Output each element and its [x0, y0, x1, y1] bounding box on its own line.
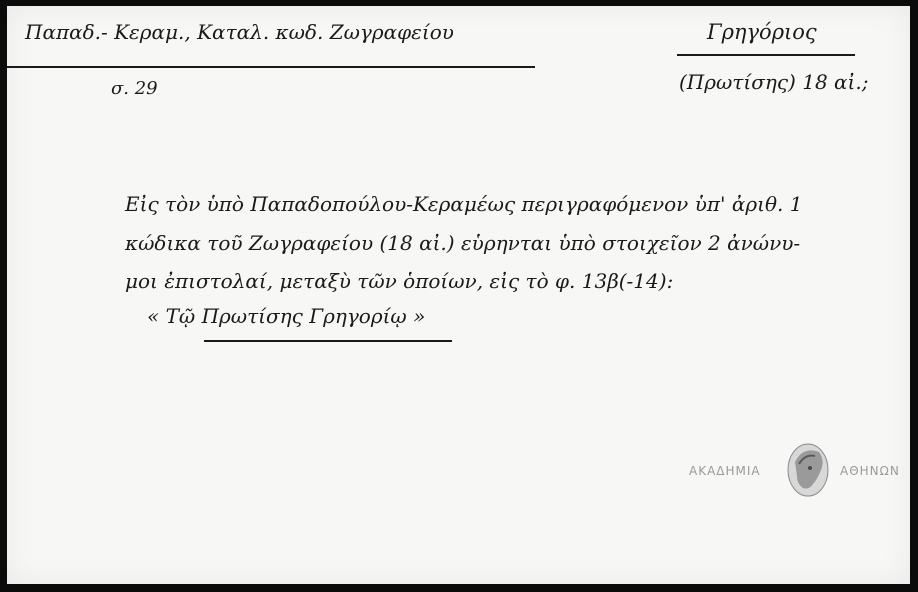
index-card: [7, 6, 910, 584]
quote-underline: [204, 340, 452, 342]
page-reference: σ. 29: [111, 78, 158, 99]
stamp-text-left: ΑΚΑΔΗΜΙΑ: [689, 464, 761, 478]
entry-name: Γρηγόριος: [707, 20, 817, 44]
name-rule: [677, 54, 855, 56]
quoted-address: « Τῷ Πρωτίσης Γρηγορίῳ »: [147, 304, 426, 328]
stamp-text-right: ΑΘΗΝΩΝ: [840, 464, 900, 478]
athena-head-seal-icon: [783, 440, 833, 500]
header-rule: [7, 66, 535, 68]
entry-subtitle: (Πρωτίσης) 18 αἰ.;: [679, 70, 869, 94]
body-line: κώδικα τοῦ Ζωγραφείου (18 αἰ.) εὑρηνται ὑπὸ στοιχεῖον 2 ἀνώνυ-: [125, 231, 801, 255]
body-line: μοι ἐπιστολαί, μεταξὺ τῶν ὁποίων, εἰς τὸ φ. 13β(-14):: [125, 269, 674, 293]
body-line: Εἰς τὸν ὑπὸ Παπαδοπούλου-Κεραμέως περιγραφόμενον ὑπ' ἀριθ. 1: [125, 192, 803, 216]
source-reference: Παπαδ.- Κεραμ., Καταλ. κωδ. Ζωγραφείου: [25, 20, 454, 44]
